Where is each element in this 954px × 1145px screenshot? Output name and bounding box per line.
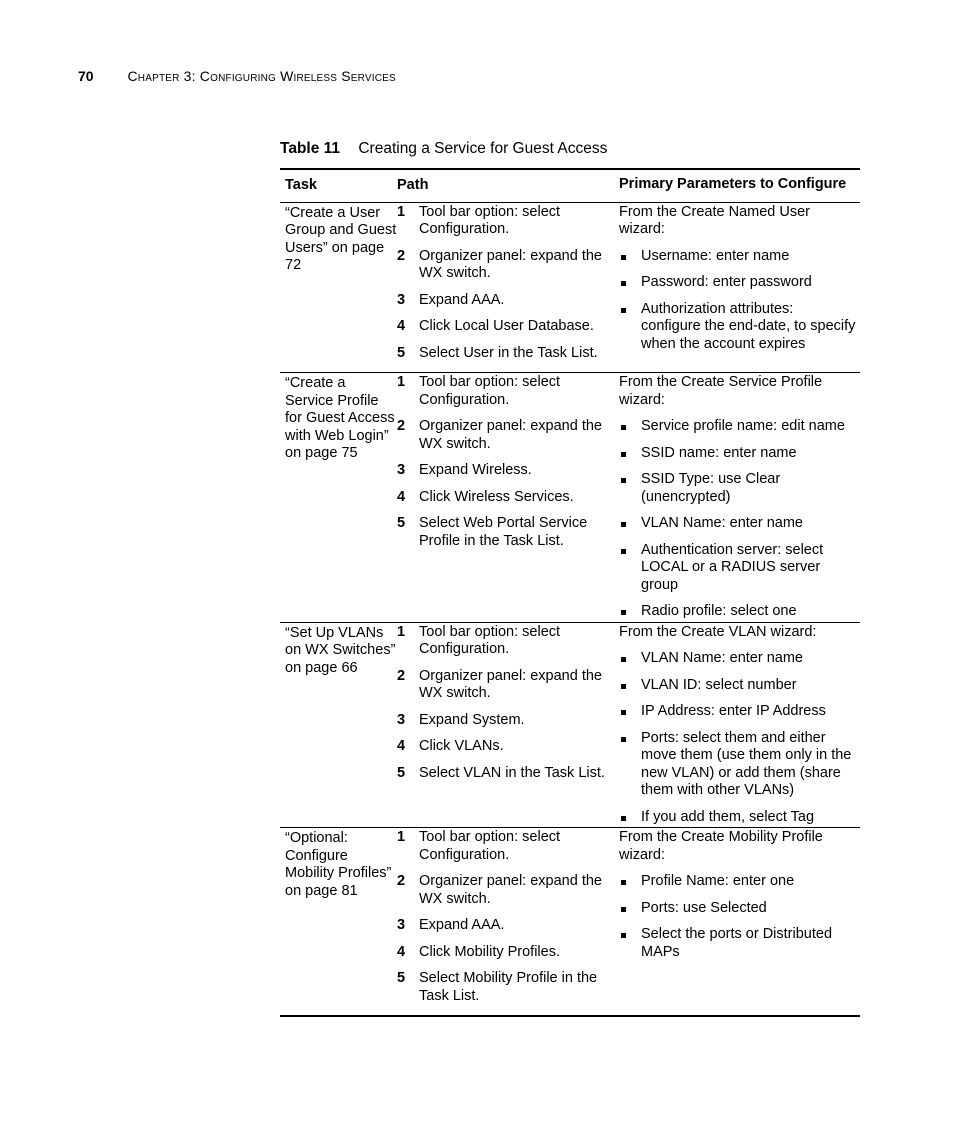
- square-bullet-icon: [619, 515, 641, 533]
- step-number: 4: [397, 943, 406, 960]
- params-intro: From the Create Service Profile wizard:: [619, 374, 823, 408]
- param-text: Authentication server: select LOCAL or a RADIUS server group: [641, 541, 824, 593]
- square-bullet-icon: [619, 471, 641, 506]
- param-text: Profile Name: enter one: [641, 873, 795, 889]
- step-text: Organizer panel: expand the WX switch.: [419, 873, 602, 907]
- page-number: 70: [78, 68, 94, 84]
- step-number: 2: [397, 873, 406, 889]
- params-cell: [619, 829, 860, 1014]
- path-step: [397, 248, 615, 283]
- param-text: Select the ports or Distributed MAPs: [641, 926, 833, 960]
- path-step: [397, 738, 615, 756]
- path-step: [397, 712, 615, 730]
- path-step: [397, 917, 615, 935]
- square-bullet-icon: [619, 703, 641, 721]
- step-text: Click VLANs.: [419, 738, 504, 754]
- path-step: [397, 462, 615, 480]
- params-cell: [619, 624, 860, 827]
- step-number: 5: [397, 344, 406, 361]
- path-step: [397, 318, 615, 336]
- step-text: Tool bar option: select Configuration.: [419, 829, 561, 863]
- param-bullet: [619, 248, 856, 266]
- table-row: [280, 623, 860, 829]
- step-number: 4: [397, 738, 406, 754]
- square-bullet-icon: [619, 926, 641, 961]
- params-cell: [619, 204, 860, 372]
- step-text: Click Mobility Profiles.: [419, 943, 560, 960]
- table-label: Table 11: [280, 140, 341, 157]
- param-text: SSID name: enter name: [641, 444, 797, 461]
- path-cell: [397, 829, 619, 1014]
- param-text: VLAN ID: select number: [641, 676, 797, 693]
- square-bullet-icon: [619, 677, 641, 695]
- square-bullet-icon: [619, 809, 641, 827]
- step-number: 3: [397, 917, 406, 933]
- task-cell[interactable]: “Optional: Configure Mobility Profiles” on page 81: [285, 830, 392, 899]
- step-number: 5: [397, 764, 406, 781]
- square-bullet-icon: [619, 542, 641, 595]
- path-step: [397, 515, 615, 550]
- param-text: SSID Type: use Clear (unencrypted): [641, 471, 781, 505]
- param-bullet: [619, 703, 856, 721]
- step-number: 2: [397, 667, 406, 684]
- square-bullet-icon: [619, 301, 641, 354]
- step-number: 5: [397, 515, 406, 531]
- square-bullet-icon: [619, 248, 641, 266]
- param-text: If you add them, select Tag: [641, 808, 815, 825]
- table-row: [280, 828, 860, 1017]
- step-number: 1: [397, 623, 406, 640]
- step-number: 5: [397, 970, 406, 986]
- param-text: Password: enter password: [641, 274, 812, 290]
- step-text: Expand Wireless.: [419, 462, 532, 478]
- task-cell[interactable]: “Set Up VLANs on WX Switches” on page 66: [285, 624, 396, 676]
- square-bullet-icon: [619, 274, 641, 292]
- path-step: [397, 418, 615, 453]
- param-text: Username: enter name: [641, 247, 790, 264]
- param-bullet: [619, 301, 856, 354]
- param-text: Ports: use Selected: [641, 899, 767, 916]
- param-bullet: [619, 603, 856, 621]
- square-bullet-icon: [619, 418, 641, 436]
- step-number: 2: [397, 247, 406, 264]
- param-bullet: [619, 900, 856, 918]
- column-header-task: Task: [285, 177, 317, 193]
- path-cell: [397, 624, 619, 827]
- task-cell[interactable]: “Create a User Group and Guest Users” on page 72: [285, 204, 397, 273]
- param-bullet: [619, 515, 856, 533]
- step-text: Tool bar option: select Configuration.: [419, 203, 561, 237]
- step-text: Tool bar option: select Configuration.: [419, 374, 561, 408]
- table-row: [280, 373, 860, 623]
- square-bullet-icon: [619, 445, 641, 463]
- param-bullet: [619, 730, 856, 800]
- path-step: [397, 345, 615, 363]
- param-text: Service profile name: edit name: [641, 418, 845, 434]
- path-step: [397, 374, 615, 409]
- step-number: 1: [397, 829, 406, 845]
- column-header-path: Path: [397, 177, 429, 193]
- step-text: Select User in the Task List.: [419, 344, 598, 361]
- param-bullet: [619, 809, 856, 827]
- param-bullet: [619, 542, 856, 595]
- column-header-params: Primary Parameters to Configure: [619, 176, 847, 192]
- path-step: [397, 204, 615, 239]
- step-text: Organizer panel: expand the WX switch.: [419, 418, 602, 452]
- table-header-row: [280, 170, 860, 203]
- path-step: [397, 970, 615, 1005]
- path-step: [397, 489, 615, 507]
- path-step: [397, 292, 615, 310]
- param-text: Ports: select them and either move them (use them only in the new VLAN) or add them (share them with other VLANs): [641, 729, 852, 798]
- step-text: Expand System.: [419, 711, 525, 728]
- params-cell: [619, 374, 860, 621]
- step-number: 4: [397, 488, 406, 505]
- param-bullet: [619, 471, 856, 506]
- table-row: [280, 203, 860, 374]
- path-step: [397, 944, 615, 962]
- path-step: [397, 624, 615, 659]
- path-step: [397, 829, 615, 864]
- step-text: Tool bar option: select Configuration.: [419, 623, 561, 657]
- step-text: Select Mobility Profile in the Task List.: [419, 970, 598, 1004]
- square-bullet-icon: [619, 873, 641, 891]
- step-number: 1: [397, 374, 406, 390]
- step-text: Organizer panel: expand the WX switch.: [419, 667, 602, 701]
- guest-access-table: [280, 168, 860, 1017]
- chapter-title: Chapter 3: Configuring Wireless Services: [127, 68, 396, 84]
- task-cell[interactable]: “Create a Service Profile for Guest Access with Web Login” on page 75: [285, 375, 395, 461]
- step-number: 3: [397, 711, 406, 728]
- path-cell: [397, 204, 619, 372]
- table-body: [280, 203, 860, 1018]
- table-title: Creating a Service for Guest Access: [358, 140, 608, 157]
- param-text: Radio profile: select one: [641, 603, 797, 619]
- step-number: 1: [397, 203, 406, 220]
- running-header: [78, 68, 396, 84]
- params-intro: From the Create Mobility Profile wizard:: [619, 829, 823, 863]
- step-text: Select Web Portal Service Profile in the Task List.: [419, 515, 588, 549]
- step-number: 3: [397, 291, 406, 308]
- square-bullet-icon: [619, 730, 641, 800]
- params-intro: From the Create Named User wizard:: [619, 203, 810, 237]
- param-bullet: [619, 445, 856, 463]
- param-bullet: [619, 418, 856, 436]
- step-text: Click Wireless Services.: [419, 488, 574, 505]
- param-bullet: [619, 274, 856, 292]
- param-text: VLAN Name: enter name: [641, 515, 803, 531]
- param-text: VLAN Name: enter name: [641, 650, 803, 666]
- path-cell: [397, 374, 619, 621]
- path-step: [397, 873, 615, 908]
- step-text: Select VLAN in the Task List.: [419, 764, 605, 781]
- step-text: Expand AAA.: [419, 291, 505, 308]
- step-text: Click Local User Database.: [419, 318, 594, 334]
- params-intro: From the Create VLAN wizard:: [619, 623, 817, 640]
- step-number: 4: [397, 318, 406, 334]
- path-step: [397, 668, 615, 703]
- table-caption: [280, 140, 607, 158]
- param-text: Authorization attributes: configure the end-date, to specify when the account expires: [641, 300, 856, 352]
- param-bullet: [619, 926, 856, 961]
- param-bullet: [619, 677, 856, 695]
- param-bullet: [619, 650, 856, 668]
- step-text: Expand AAA.: [419, 917, 505, 933]
- path-step: [397, 765, 615, 783]
- square-bullet-icon: [619, 603, 641, 621]
- step-number: 3: [397, 462, 406, 478]
- step-number: 2: [397, 418, 406, 434]
- param-bullet: [619, 873, 856, 891]
- square-bullet-icon: [619, 650, 641, 668]
- param-text: IP Address: enter IP Address: [641, 703, 826, 719]
- square-bullet-icon: [619, 900, 641, 918]
- step-text: Organizer panel: expand the WX switch.: [419, 247, 602, 281]
